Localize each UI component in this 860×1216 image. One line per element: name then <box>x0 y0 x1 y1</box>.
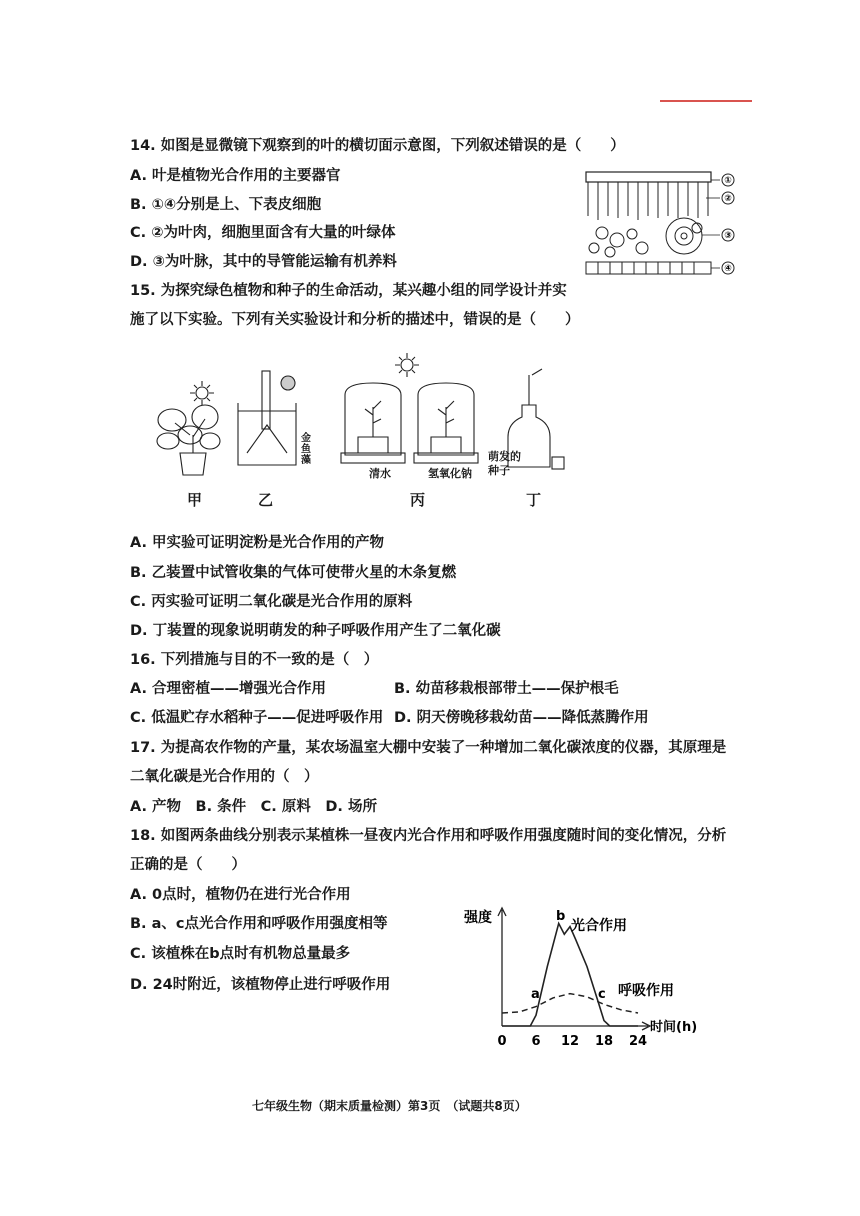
q16-stem: 16. 下列措施与目的不一致的是（ ） <box>130 652 379 668</box>
q14-option-d: D. ③为叶脉，其中的导管能运输有机养料 <box>130 254 397 270</box>
q15-stem-line2: 施了以下实验。下列有关实验设计和分析的描述中，错误的是（ ） <box>130 312 580 328</box>
x-axis-label: 时间(h) <box>650 1020 698 1035</box>
q17-stem-line2: 二氧化碳是光合作用的（ ） <box>130 769 319 785</box>
x-tick-label: 0 <box>497 1034 507 1049</box>
leaf-label-4: ④ <box>724 264 732 274</box>
label-qingshui: 清水 <box>369 467 391 480</box>
leaf-label-2: ② <box>724 194 732 204</box>
y-axis-label-text: 强度 <box>464 910 492 926</box>
q14-option-c: C. ②为叶肉，细胞里面含有大量的叶绿体 <box>130 225 396 241</box>
label-naoh: 氢氧化钠 <box>428 467 472 480</box>
q16-option-c: C. 低温贮存水稻种子——促进呼吸作用 <box>130 710 384 726</box>
q18-option-c: C. 该植株在b点时有机物总量最多 <box>130 946 351 962</box>
caption-ding: 丁 <box>526 491 542 509</box>
label-seed-2: 种子 <box>488 464 510 477</box>
label-jinyuzao: 金鱼藻 <box>301 433 311 466</box>
label-seed-1: 萌发的 <box>488 450 521 463</box>
q15-option-d: D. 丁装置的现象说明萌发的种子呼吸作用产生了二氧化碳 <box>130 623 501 639</box>
q14-stem: 14. 如图是显微镜下观察到的叶的横切面示意图，下列叙述错误的是（ ） <box>130 138 625 154</box>
q18-option-d: D. 24时附近，该植物停止进行呼吸作用 <box>130 977 391 993</box>
page-footer: 七年级生物（期末质量检测）第3页 （试题共8页） <box>252 1099 527 1113</box>
series-photosynthesis-label: 光合作用 <box>571 918 627 934</box>
q15-option-a: A. 甲实验可证明淀粉是光合作用的产物 <box>130 535 385 551</box>
q15-option-c: C. 丙实验可证明二氧化碳是光合作用的原料 <box>130 594 413 610</box>
x-tick-label: 12 <box>560 1034 580 1049</box>
point-label-b: b <box>556 909 566 924</box>
q18-option-b: B. a、c点光合作用和呼吸作用强度相等 <box>130 916 388 932</box>
y-axis-label <box>463 909 492 926</box>
caption-yi: 乙 <box>258 491 274 509</box>
q17-options: A. 产物 B. 条件 C. 原料 D. 场所 <box>130 799 377 815</box>
x-tick-label: 18 <box>594 1034 614 1049</box>
q15-stem-line1: 15. 为探究绿色植物和种子的生命活动，某兴趣小组的同学设计并实 <box>130 283 567 299</box>
photosynthesis-respiration-chart <box>464 900 720 1050</box>
top-red-line <box>660 100 752 102</box>
caption-bing: 丙 <box>410 491 426 509</box>
caption-jia: 甲 <box>187 491 203 509</box>
q14-option-b: B. ①④分别是上、下表皮细胞 <box>130 197 322 213</box>
x-tick-label: 24 <box>628 1034 648 1049</box>
q18-stem-line1: 18. 如图两条曲线分别表示某植株一昼夜内光合作用和呼吸作用强度随时间的变化情况，分析 <box>130 828 727 844</box>
leaf-cross-section-figure <box>582 168 742 280</box>
point-label-c: c <box>598 987 606 1002</box>
q17-stem-line1: 17. 为提高农作物的产量，某农场温室大棚中安装了一种增加二氧化碳浓度的仪器，其原理是 <box>130 740 727 756</box>
q16-option-d: D. 阴天傍晚移栽幼苗——降低蒸腾作用 <box>394 710 649 726</box>
q18-stem-line2: 正确的是（ ） <box>130 857 246 873</box>
q16-option-b: B. 幼苗移栽根部带土——保护根毛 <box>394 681 619 697</box>
q14-option-a: A. 叶是植物光合作用的主要器官 <box>130 168 341 184</box>
point-label-a: a <box>531 987 540 1002</box>
x-tick-label: 6 <box>531 1034 541 1049</box>
q16-option-a: A. 合理密植——增强光合作用 <box>130 681 327 697</box>
leaf-label-1: ① <box>724 176 732 186</box>
leaf-label-3: ③ <box>724 231 732 241</box>
series-respiration-label: 呼吸作用 <box>618 983 674 999</box>
q18-option-a: A. 0点时，植物仍在进行光合作用 <box>130 887 351 903</box>
q15-option-b: B. 乙装置中试管收集的气体可使带火星的木条复燃 <box>130 565 457 581</box>
